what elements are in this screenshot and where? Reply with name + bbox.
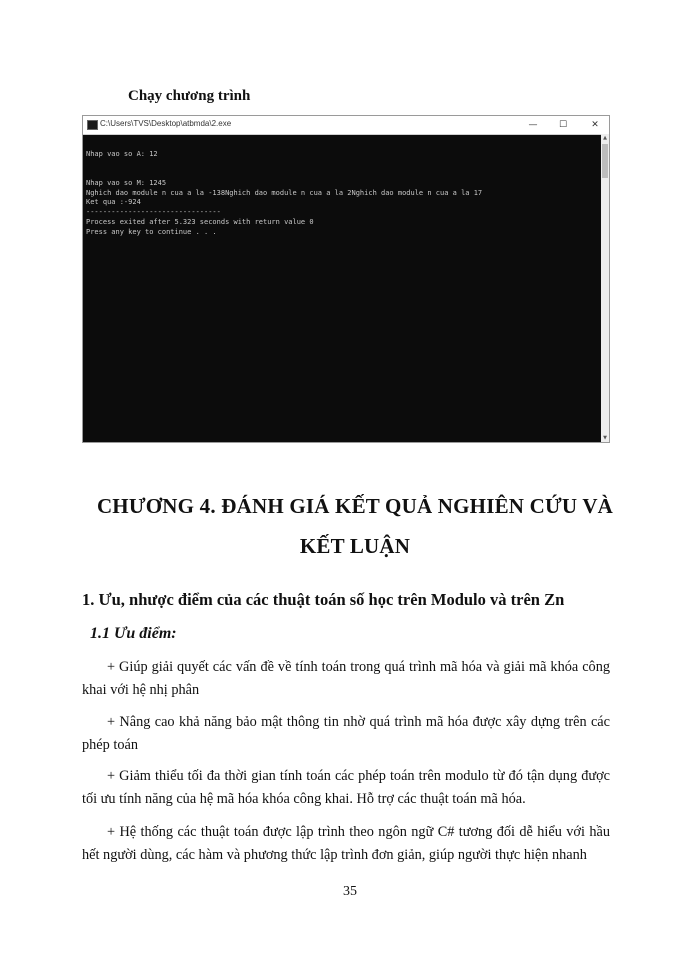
console-line [86,160,597,170]
advantage-paragraph: + Giảm thiểu tối đa thời gian tính toán các phép toán trên modulo từ đó tận dụng được tối ưu tính năng của hệ mã hóa khóa công khai. Hỗ trợ các thuật toán mã hóa. [82,768,610,807]
subsection-heading: 1.1 Ưu điểm: [90,625,177,642]
advantage-paragraph: + Giúp giải quyết các vấn đề về tính toán trong quá trình mã hóa và giải mã khóa công khai với hệ nhị phân [82,659,610,698]
minimize-button[interactable]: — [528,120,538,130]
scroll-down-arrow-icon[interactable]: ▼ [603,435,607,441]
run-program-caption: Chạy chương trình [128,88,251,104]
maximize-button[interactable]: ☐ [558,120,568,130]
console-line: -------------------------------- [86,208,221,217]
section-heading: 1. Ưu, nhược điểm của các thuật toán số học trên Modulo và trên Zn [82,590,565,609]
console-window [82,115,610,443]
console-line: Nghich dao module n cua a la -138Nghich dao module n cua a la 2Nghich dao module n cua a la 17 [86,188,483,197]
console-titlebar [83,116,609,135]
scroll-thumb[interactable] [602,144,608,178]
close-button[interactable]: ✕ [591,120,599,130]
console-line: Ket qua :-924 [86,198,141,207]
scroll-up-arrow-icon[interactable]: ▲ [603,135,607,141]
console-title: C:\Users\TVS\Desktop\atbmda\2.exe [100,119,232,128]
console-scrollbar[interactable] [601,134,609,442]
advantage-paragraph: + Nâng cao khả năng bảo mật thông tin nhờ quá trình mã hóa được xây dựng trên các phép toán [82,714,610,753]
chapter-title-line-1: CHƯƠNG 4. ĐÁNH GIÁ KẾT QUẢ NGHIÊN CỨU VÀ [96,494,614,518]
console-line [86,169,597,179]
console-line: Nhap vao so A: 12 [86,150,158,158]
console-app-icon [87,120,98,130]
console-output [86,150,597,237]
console-line: Nhap vao so M: 1245 [86,179,167,188]
console-line: Press any key to continue . . . [86,227,217,236]
console-line: Process exited after 5.323 seconds with return value 0 [86,217,314,226]
page-number: 35 [343,884,357,899]
advantage-paragraph: + Hệ thống các thuật toán được lập trình theo ngôn ngữ C# tương đối dễ hiểu với hầu hết người dùng, các hàm và phương thức lập trình đơn giản, giúp người thực hiện nhanh [82,824,610,863]
chapter-title-line-2: KẾT LUẬN [299,534,411,558]
